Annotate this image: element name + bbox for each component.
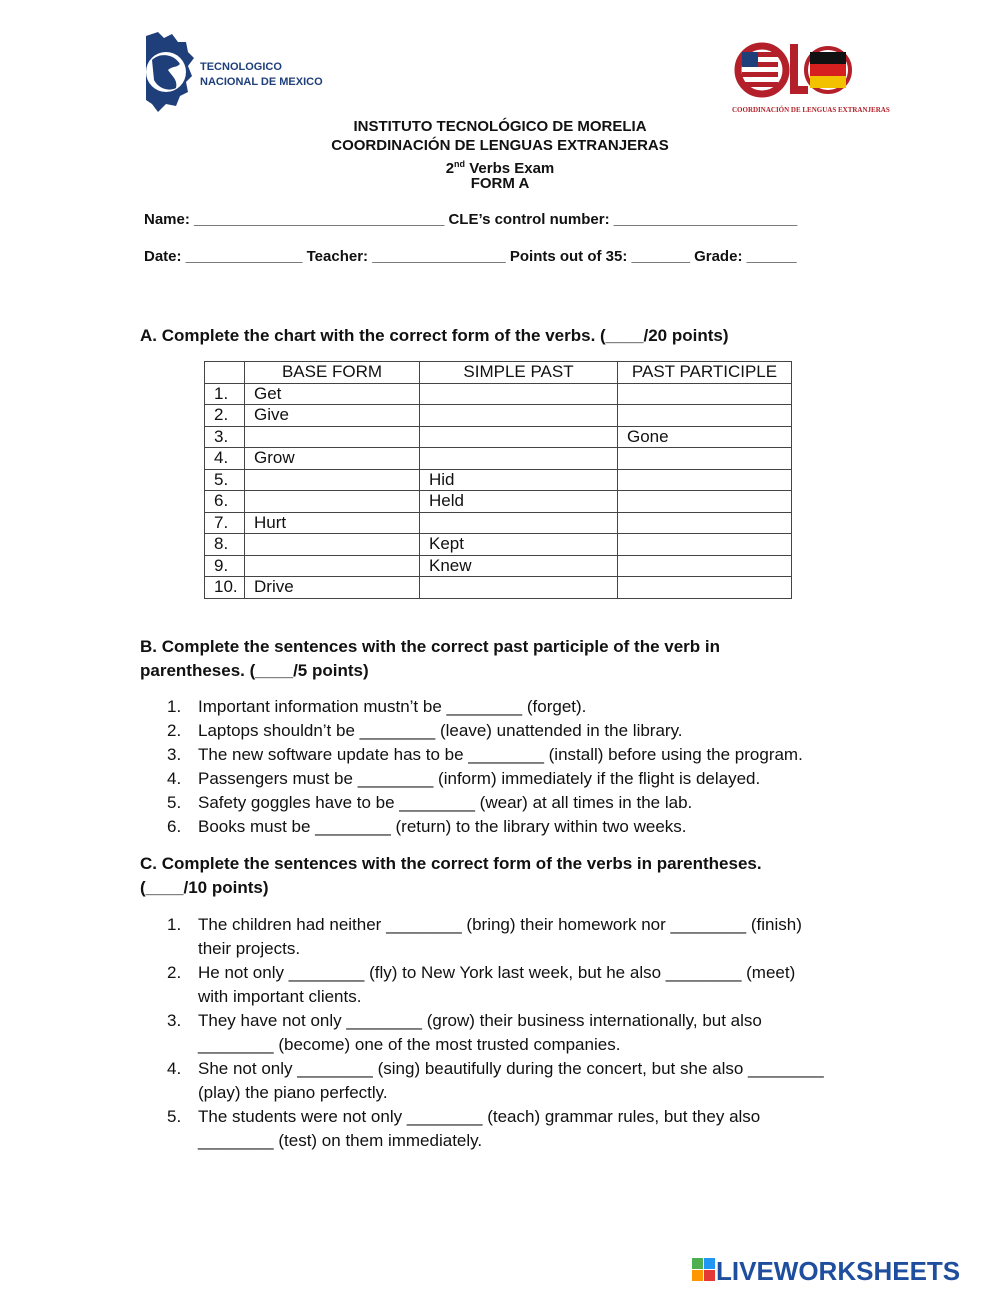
col-header-simple-past: SIMPLE PAST: [420, 362, 618, 384]
col-header-base-form: BASE FORM: [245, 362, 420, 384]
item-sentence[interactable]: Important information mustn’t be ________ (forget).: [198, 697, 587, 716]
item-number: 2.: [167, 721, 182, 740]
past-participle-cell[interactable]: [618, 577, 792, 599]
row-number: 5.: [205, 469, 245, 491]
svg-text:NACIONAL DE MEXICO: NACIONAL DE MEXICO: [200, 76, 323, 88]
liveworksheets-brand-icon: [692, 1255, 992, 1285]
item-sentence[interactable]: Laptops shouldn’t be ________ (leave) unattended in the library.: [198, 721, 683, 740]
past-participle-cell[interactable]: [618, 491, 792, 513]
item-sentence[interactable]: Passengers must be ________ (inform) immediately if the flight is delayed.: [198, 769, 761, 788]
row-number: 7.: [205, 512, 245, 534]
liveworksheets-logo[interactable]: [692, 1255, 992, 1290]
base-form-cell[interactable]: [245, 491, 420, 513]
past-participle-cell[interactable]: [618, 534, 792, 556]
item-sentence[interactable]: The new software update has to be ________ (install) before using the program.: [198, 745, 803, 764]
item-sentence[interactable]: Safety goggles have to be ________ (wear) at all times in the lab.: [198, 793, 693, 812]
simple-past-cell: Knew: [420, 555, 618, 577]
item-number: 6.: [167, 817, 182, 836]
cle-logo: [728, 36, 890, 120]
verbs-chart: [204, 361, 792, 599]
row-number: 2.: [205, 405, 245, 427]
simple-past-cell[interactable]: [420, 405, 618, 427]
row-number: 6.: [205, 491, 245, 513]
item-sentence-line1[interactable]: They have not only ________ (grow) their business internationally, but also: [198, 1011, 762, 1030]
item-number: 5.: [167, 1107, 182, 1126]
base-form-cell: Grow: [245, 448, 420, 470]
item-sentence[interactable]: Books must be ________ (return) to the library within two weeks.: [198, 817, 687, 836]
base-form-cell: Give: [245, 405, 420, 427]
item-number: 4.: [167, 1059, 182, 1078]
exam-number: 2: [445, 160, 455, 177]
item-number: 1.: [167, 915, 182, 934]
section-c-heading-line1: C. Complete the sentences with the correct form of the verbs in parentheses.: [140, 854, 762, 873]
item-sentence-line2[interactable]: (play) the piano perfectly.: [198, 1083, 388, 1102]
base-form-cell[interactable]: [245, 469, 420, 491]
item-number: 2.: [167, 963, 182, 982]
item-sentence-line1[interactable]: He not only ________ (fly) to New York last week, but he also ________ (meet): [198, 963, 796, 982]
simple-past-cell: Hid: [420, 469, 618, 491]
row-number: 8.: [205, 534, 245, 556]
svg-text:COORDINACIÓN DE LENGUAS EXTRAN: COORDINACIÓN DE LENGUAS EXTRANJERAS: [732, 106, 890, 114]
exam-title-text: Verbs Exam: [465, 160, 555, 177]
simple-past-cell[interactable]: [420, 577, 618, 599]
base-form-cell: Drive: [245, 577, 420, 599]
base-form-cell: Hurt: [245, 512, 420, 534]
tecnm-gear-icon: [142, 30, 322, 118]
base-form-cell[interactable]: [245, 555, 420, 577]
item-sentence-line2[interactable]: with important clients.: [198, 987, 362, 1006]
past-participle-cell[interactable]: [618, 405, 792, 427]
table-row: [205, 405, 792, 427]
row-number: 4.: [205, 448, 245, 470]
item-sentence-line2[interactable]: their projects.: [198, 939, 301, 958]
table-row: [205, 469, 792, 491]
table-row: [205, 577, 792, 599]
date-teacher-points-grade-fields[interactable]: Date: ______________ Teacher: ________________ Points out of 35: _______ Grade: ______: [144, 248, 797, 265]
item-sentence-line1[interactable]: The students were not only ________ (teach) grammar rules, but they also: [198, 1107, 761, 1126]
cle-flags-icon: [728, 36, 890, 120]
table-row: [205, 512, 792, 534]
past-participle-cell[interactable]: [618, 555, 792, 577]
simple-past-cell[interactable]: [420, 383, 618, 405]
simple-past-cell[interactable]: [420, 426, 618, 448]
row-number: 1.: [205, 383, 245, 405]
simple-past-cell: Kept: [420, 534, 618, 556]
base-form-cell[interactable]: [245, 426, 420, 448]
item-number: 4.: [167, 769, 182, 788]
item-number: 1.: [167, 697, 182, 716]
simple-past-cell: Held: [420, 491, 618, 513]
item-sentence-line2[interactable]: ________ (test) on them immediately.: [198, 1131, 483, 1150]
col-header-past-participle: PAST PARTICIPLE: [618, 362, 792, 384]
table-row: [205, 426, 792, 448]
table-header-row: [205, 362, 792, 384]
base-form-cell[interactable]: [245, 534, 420, 556]
form-label: FORM A: [470, 175, 530, 192]
coordination-title: COORDINACIÓN DE LENGUAS EXTRANJERAS: [331, 137, 669, 154]
institute-title: INSTITUTO TECNOLÓGICO DE MORELIA: [353, 118, 647, 135]
past-participle-cell[interactable]: [618, 383, 792, 405]
past-participle-cell[interactable]: [618, 448, 792, 470]
section-a-heading: A. Complete the chart with the correct form of the verbs. (____/20 points): [140, 326, 729, 345]
row-number: 3.: [205, 426, 245, 448]
liveworksheets-text: LIVEWORKSHEETS: [716, 1256, 961, 1286]
table-row: [205, 555, 792, 577]
item-sentence-line1[interactable]: The children had neither ________ (bring) their homework nor ________ (finish): [198, 915, 802, 934]
exam-number-suffix: nd: [454, 159, 466, 169]
row-number: 9.: [205, 555, 245, 577]
section-c-heading-line2: (____/10 points): [140, 878, 269, 897]
past-participle-cell[interactable]: [618, 512, 792, 534]
section-b-heading-line2: parentheses. (____/5 points): [140, 661, 369, 680]
past-participle-cell[interactable]: [618, 469, 792, 491]
base-form-cell: Get: [245, 383, 420, 405]
past-participle-cell: Gone: [618, 426, 792, 448]
table-row: [205, 448, 792, 470]
item-number: 5.: [167, 793, 182, 812]
name-control-number-fields[interactable]: Name: ______________________________ CLE’s control number: ______________________: [144, 211, 798, 228]
row-number: 10.: [205, 577, 245, 599]
simple-past-cell[interactable]: [420, 448, 618, 470]
item-number: 3.: [167, 1011, 182, 1030]
item-number: 3.: [167, 745, 182, 764]
tecnm-logo: [142, 30, 322, 118]
table-row: [205, 383, 792, 405]
svg-text:TECNOLOGICO: TECNOLOGICO: [200, 61, 282, 73]
item-sentence-line2[interactable]: ________ (become) one of the most trusted companies.: [198, 1035, 621, 1054]
simple-past-cell[interactable]: [420, 512, 618, 534]
col-header-number: [205, 362, 245, 384]
table-row: [205, 534, 792, 556]
section-b-heading-line1: B. Complete the sentences with the correct past participle of the verb in: [140, 637, 721, 656]
table-row: [205, 491, 792, 513]
item-sentence-line1[interactable]: She not only ________ (sing) beautifully during the concert, but she also ________: [198, 1059, 824, 1078]
